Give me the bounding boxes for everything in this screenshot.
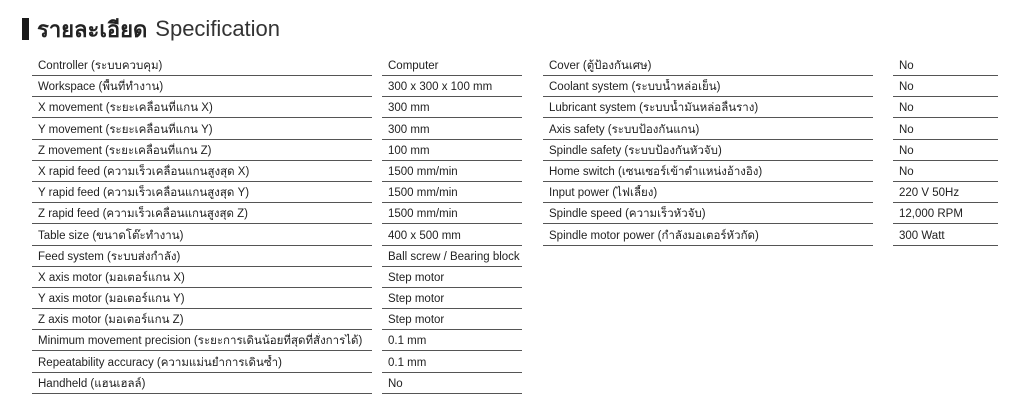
spec-value	[893, 100, 998, 118]
title-thai: รายละเอียด	[37, 16, 148, 42]
spec-value	[382, 333, 522, 351]
spec-value-text: No	[899, 123, 914, 136]
spec-label	[32, 355, 372, 373]
spec-label-text: Z axis motor (มอเตอร์แกน Z)	[38, 314, 184, 327]
spec-value-text: 300 mm	[388, 102, 430, 115]
spec-value-text: 1500 mm/min	[388, 208, 458, 221]
spec-label	[543, 185, 873, 203]
spec-label-text: X axis motor (มอเตอร์แกน X)	[38, 271, 185, 284]
spec-label	[32, 143, 372, 161]
spec-value-text: 0.1 mm	[388, 335, 427, 348]
spec-label	[543, 206, 873, 224]
spec-label-text: Coolant system (ระบบน้ำหล่อเย็น)	[549, 81, 721, 94]
spec-value-text: No	[899, 165, 914, 178]
spec-value-text: No	[388, 377, 403, 390]
spec-label-text: X movement (ระยะเคลื่อนที่แกน X)	[38, 102, 213, 115]
spec-value	[382, 164, 522, 182]
spec-value-text: 100 mm	[388, 144, 430, 157]
spec-value-text: 300 mm	[388, 123, 430, 136]
spec-value	[893, 79, 998, 97]
spec-value	[382, 270, 522, 288]
spec-label-text: Axis safety (ระบบป้องกันแกน)	[549, 123, 700, 136]
spec-label-text: Spindle speed (ความเร็วหัวจับ)	[549, 208, 706, 221]
spec-label-text: Minimum movement precision (ระยะการเดินน้อยที่สุดที่สั่งการได้)	[38, 335, 363, 348]
spec-value-text: 1500 mm/min	[388, 165, 458, 178]
spec-value-text: Step motor	[388, 293, 445, 306]
spec-value-text: Computer	[388, 60, 439, 72]
spec-value	[382, 143, 522, 161]
spec-value-text: No	[899, 60, 914, 72]
spec-label-text: Lubricant system (ระบบน้ำมันหล่อลื่นราง)	[549, 102, 759, 115]
spec-label-text: Feed system (ระบบส่งกำลัง)	[38, 250, 181, 263]
spec-label	[32, 270, 372, 288]
spec-value	[382, 291, 522, 309]
spec-value-text: Ball screw / Bearing block	[388, 250, 520, 263]
spec-label	[543, 100, 873, 118]
spec-value	[382, 79, 522, 97]
spec-label	[32, 164, 372, 182]
spec-value-text: 0.1 mm	[388, 356, 427, 369]
page-title	[22, 14, 280, 44]
spec-value-text: 1500 mm/min	[388, 187, 458, 200]
spec-value	[382, 58, 522, 76]
spec-value	[382, 312, 522, 330]
spec-value-text: 300 x 300 x 100 mm	[388, 81, 493, 94]
spec-value	[893, 185, 998, 203]
title-english: Specification	[155, 16, 281, 41]
spec-value	[893, 58, 998, 76]
spec-value	[382, 185, 522, 203]
spec-label	[32, 249, 372, 267]
spec-label	[32, 122, 372, 140]
spec-label	[543, 58, 873, 76]
spec-label-text: Cover (ตู้ป้องกันเศษ)	[549, 60, 652, 72]
spec-label	[543, 228, 873, 246]
spec-label-text: Home switch (เซนเซอร์เข้าตำแหน่งอ้างอิง)	[549, 165, 763, 178]
spec-value-text: No	[899, 144, 914, 157]
spec-value-text: 300 Watt	[899, 229, 945, 242]
spec-label-text: Z movement (ระยะเคลื่อนที่แกน Z)	[38, 144, 212, 157]
spec-value	[893, 122, 998, 140]
spec-value	[382, 249, 522, 267]
spec-label-text: Y rapid feed (ความเร็วเคลื่อนแกนสูงสุด Y)	[38, 187, 250, 200]
spec-label-text: Repeatability accuracy (ความแม่นยำการเดินซ้ำ)	[38, 356, 282, 369]
spec-value-text: No	[899, 102, 914, 115]
spec-label-text: Y axis motor (มอเตอร์แกน Y)	[38, 293, 185, 306]
spec-label-text: Y movement (ระยะเคลื่อนที่แกน Y)	[38, 123, 213, 136]
spec-label	[32, 228, 372, 246]
spec-label	[32, 100, 372, 118]
spec-value	[382, 206, 522, 224]
spec-value-text: Step motor	[388, 314, 445, 327]
spec-value-text: Step motor	[388, 271, 445, 284]
spec-value	[893, 143, 998, 161]
spec-label	[543, 143, 873, 161]
spec-value	[382, 228, 522, 246]
spec-label-text: Z rapid feed (ความเร็วเคลื่อนแกนสูงสุด Z)	[38, 208, 248, 221]
spec-label-text: Workspace (พื้นที่ทำงาน)	[38, 81, 164, 94]
spec-value-text: 12,000 RPM	[899, 208, 963, 221]
spec-value	[893, 206, 998, 224]
spec-value	[382, 376, 522, 394]
spec-label-text: Spindle motor power (กำลังมอเตอร์หัวกัด)	[549, 229, 759, 242]
spec-value-text: No	[899, 81, 914, 94]
spec-label-text: Input power (ไฟเลี้ยง)	[549, 187, 658, 200]
spec-value	[382, 100, 522, 118]
spec-value	[893, 164, 998, 182]
spec-label-text: Controller (ระบบควบคุม)	[38, 60, 163, 72]
spec-label-text: X rapid feed (ความเร็วเคลื่อนแกนสูงสุด X)	[38, 165, 250, 178]
spec-label	[543, 79, 873, 97]
spec-value	[893, 228, 998, 246]
spec-label	[32, 58, 372, 76]
title-accent-bar	[22, 18, 29, 40]
spec-value-text: 400 x 500 mm	[388, 229, 461, 242]
spec-label-text: Spindle safety (ระบบป้องกันหัวจับ)	[549, 144, 722, 157]
spec-value	[382, 122, 522, 140]
spec-label	[543, 164, 873, 182]
spec-label	[32, 79, 372, 97]
spec-label	[32, 333, 372, 351]
spec-label	[32, 312, 372, 330]
spec-label	[32, 291, 372, 309]
spec-label	[32, 185, 372, 203]
spec-label-text: Table size (ขนาดโต๊ะทำงาน)	[38, 229, 184, 242]
spec-value-text: 220 V 50Hz	[899, 187, 960, 200]
spec-label	[32, 376, 372, 394]
spec-value	[382, 355, 522, 373]
spec-label	[32, 206, 372, 224]
spec-label	[543, 122, 873, 140]
spec-label-text: Handheld (แฮนเฮลล์)	[38, 377, 146, 390]
